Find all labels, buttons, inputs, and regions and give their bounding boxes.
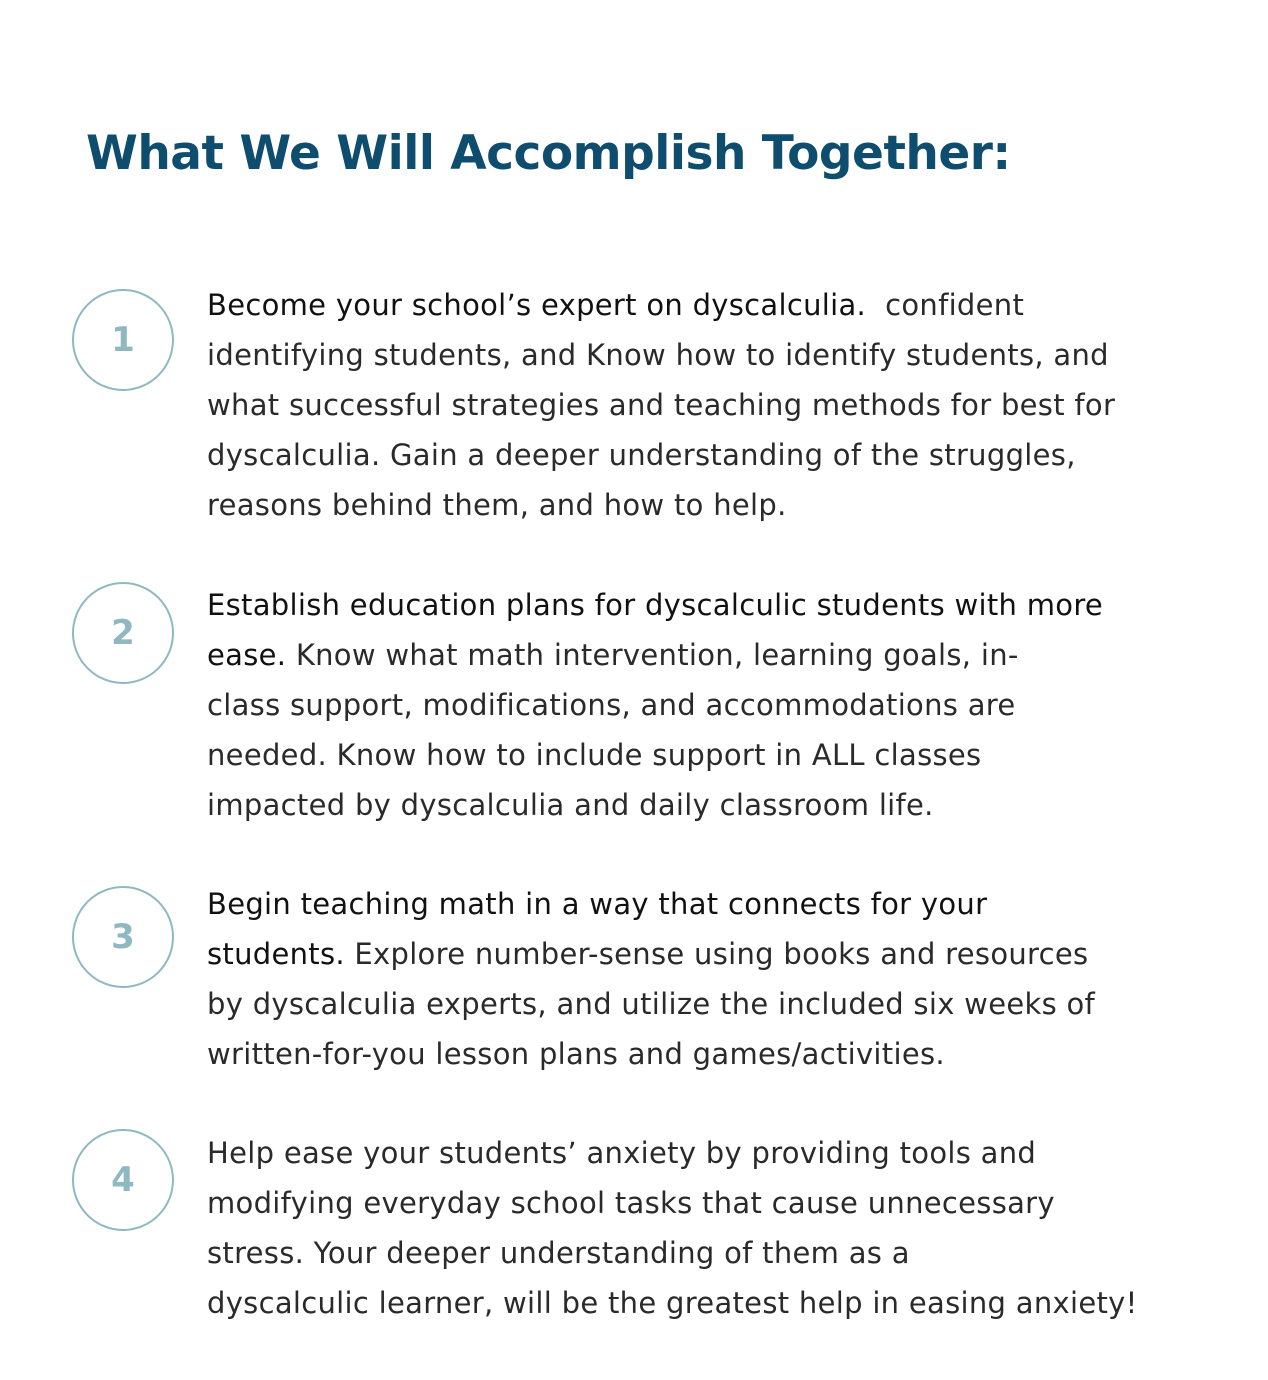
item-body: modifying everyday school tasks that cause unnecessary	[207, 1186, 1055, 1220]
number-badge	[72, 289, 174, 391]
item-body: written-for-you lesson plans and games/activities.	[207, 1037, 945, 1071]
number-label: 4	[111, 1160, 135, 1200]
item-body: stress. Your deeper understanding of them as a	[207, 1236, 910, 1270]
number-label: 2	[111, 613, 135, 653]
number-badge	[72, 1129, 174, 1231]
item-body: Know what math intervention, learning goals, in-	[286, 638, 1019, 672]
item-body: dyscalculic learner, will be the greatest help in easing anxiety!	[207, 1286, 1138, 1320]
item-lead: Become your school’s expert on dyscalculia.	[207, 288, 867, 322]
item-text	[207, 280, 1207, 530]
item-body: identifying students, and Know how to identify students, and	[207, 338, 1109, 372]
page-title: What We Will Accomplish Together:	[86, 126, 1011, 181]
number-label: 3	[111, 917, 135, 957]
item-body: dyscalculia. Gain a deeper understanding of the struggles,	[207, 438, 1076, 472]
item-body: reasons behind them, and how to help.	[207, 488, 787, 522]
number-badge	[72, 582, 174, 684]
item-lead: Establish education plans for dyscalculic students with more	[207, 588, 1104, 622]
item-lead: Begin teaching math in a way that connects for your	[207, 887, 988, 921]
item-text	[207, 1128, 1207, 1328]
item-body: Help ease your students’ anxiety by providing tools and	[207, 1136, 1037, 1170]
item-lead: students.	[207, 937, 345, 971]
item-body: impacted by dyscalculia and daily classroom life.	[207, 788, 934, 822]
item-text	[207, 580, 1207, 830]
item-body: confident	[866, 288, 1025, 322]
item-body: Explore number-sense using books and resources	[344, 937, 1089, 971]
number-badge	[72, 886, 174, 988]
item-body: by dyscalculia experts, and utilize the included six weeks of	[207, 987, 1096, 1021]
item-body: class support, modifications, and accommodations are	[207, 688, 1016, 722]
number-label: 1	[111, 320, 135, 360]
item-text	[207, 879, 1207, 1079]
item-body: what successful strategies and teaching methods for best for	[207, 388, 1116, 422]
item-body: needed. Know how to include support in ALL classes	[207, 738, 982, 772]
item-lead: ease.	[207, 638, 287, 672]
